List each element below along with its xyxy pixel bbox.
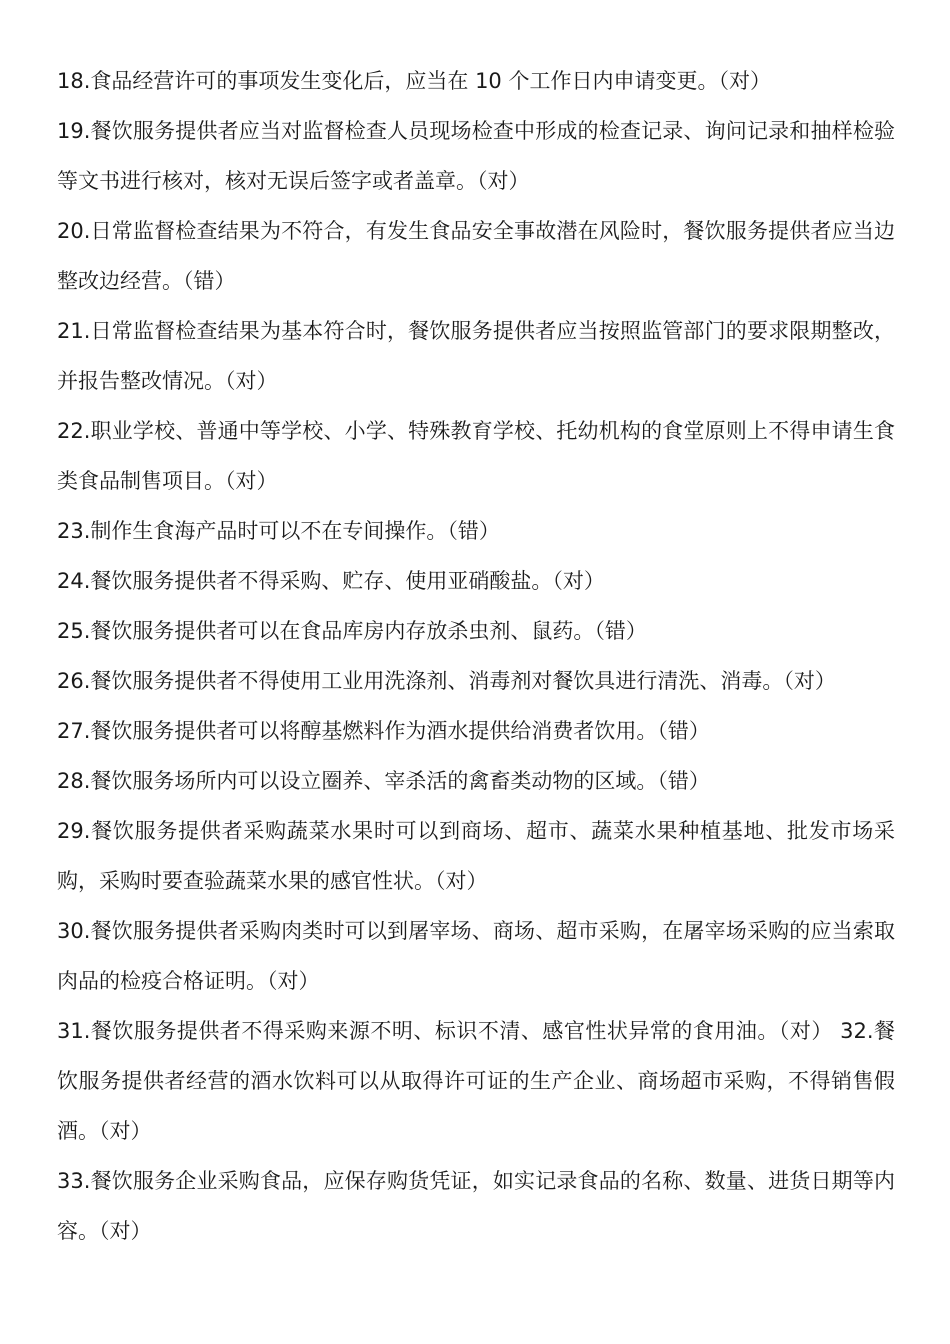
question-27: 27.餐饮服务提供者可以将醇基燃料作为酒水提供给消费者饮用。（错） — [57, 719, 710, 743]
question-21: 21.日常监督检查结果为基本符合时，餐饮服务提供者应当按照监管部门的要求限期整改，并报告整改情况。（对） — [57, 319, 895, 393]
question-25: 25.餐饮服务提供者可以在食品库房内存放杀虫剂、鼠药。（错） — [57, 619, 647, 643]
question-33: 33.餐饮服务企业采购食品，应保存购货凭证，如实记录食品的名称、数量、进货日期等内容。（对） — [57, 1169, 895, 1243]
question-29: 29.餐饮服务提供者采购蔬菜水果时可以到商场、超市、蔬菜水果种植基地、批发市场采购，采购时要查验蔬菜水果的感官性状。（对） — [57, 819, 895, 893]
question-22: 22.职业学校、普通中等学校、小学、特殊教育学校、托幼机构的食堂原则上不得申请生食类食品制售项目。（对） — [57, 419, 895, 493]
question-19: 19.餐饮服务提供者应当对监督检查人员现场检查中形成的检查记录、询问记录和抽样检验等文书进行核对，核对无误后签字或者盖章。（对） — [57, 119, 895, 193]
question-31-32: 31.餐饮服务提供者不得采购来源不明、标识不清、感官性状异常的食用油。（对） 32.餐饮服务提供者经营的酒水饮料可以从取得许可证的生产企业、商场超市采购，不得销售假酒。（对） — [57, 1019, 895, 1143]
question-23: 23.制作生食海产品时可以不在专间操作。（错） — [57, 519, 500, 543]
question-20: 20.日常监督检查结果为不符合，有发生食品安全事故潜在风险时，餐饮服务提供者应当边整改边经营。（错） — [57, 219, 895, 293]
question-24: 24.餐饮服务提供者不得采购、贮存、使用亚硝酸盐。（对） — [57, 569, 605, 593]
question-28: 28.餐饮服务场所内可以设立圈养、宰杀活的禽畜类动物的区域。（错） — [57, 769, 710, 793]
document-body — [57, 56, 895, 1256]
question-18: 18.食品经营许可的事项发生变化后，应当在 10 个工作日内申请变更。（对） — [57, 69, 771, 93]
question-26: 26.餐饮服务提供者不得使用工业用洗涤剂、消毒剂对餐饮具进行清洗、消毒。（对） — [57, 669, 836, 693]
question-30: 30.餐饮服务提供者采购肉类时可以到屠宰场、商场、超市采购，在屠宰场采购的应当索取肉品的检疫合格证明。（对） — [57, 919, 895, 993]
